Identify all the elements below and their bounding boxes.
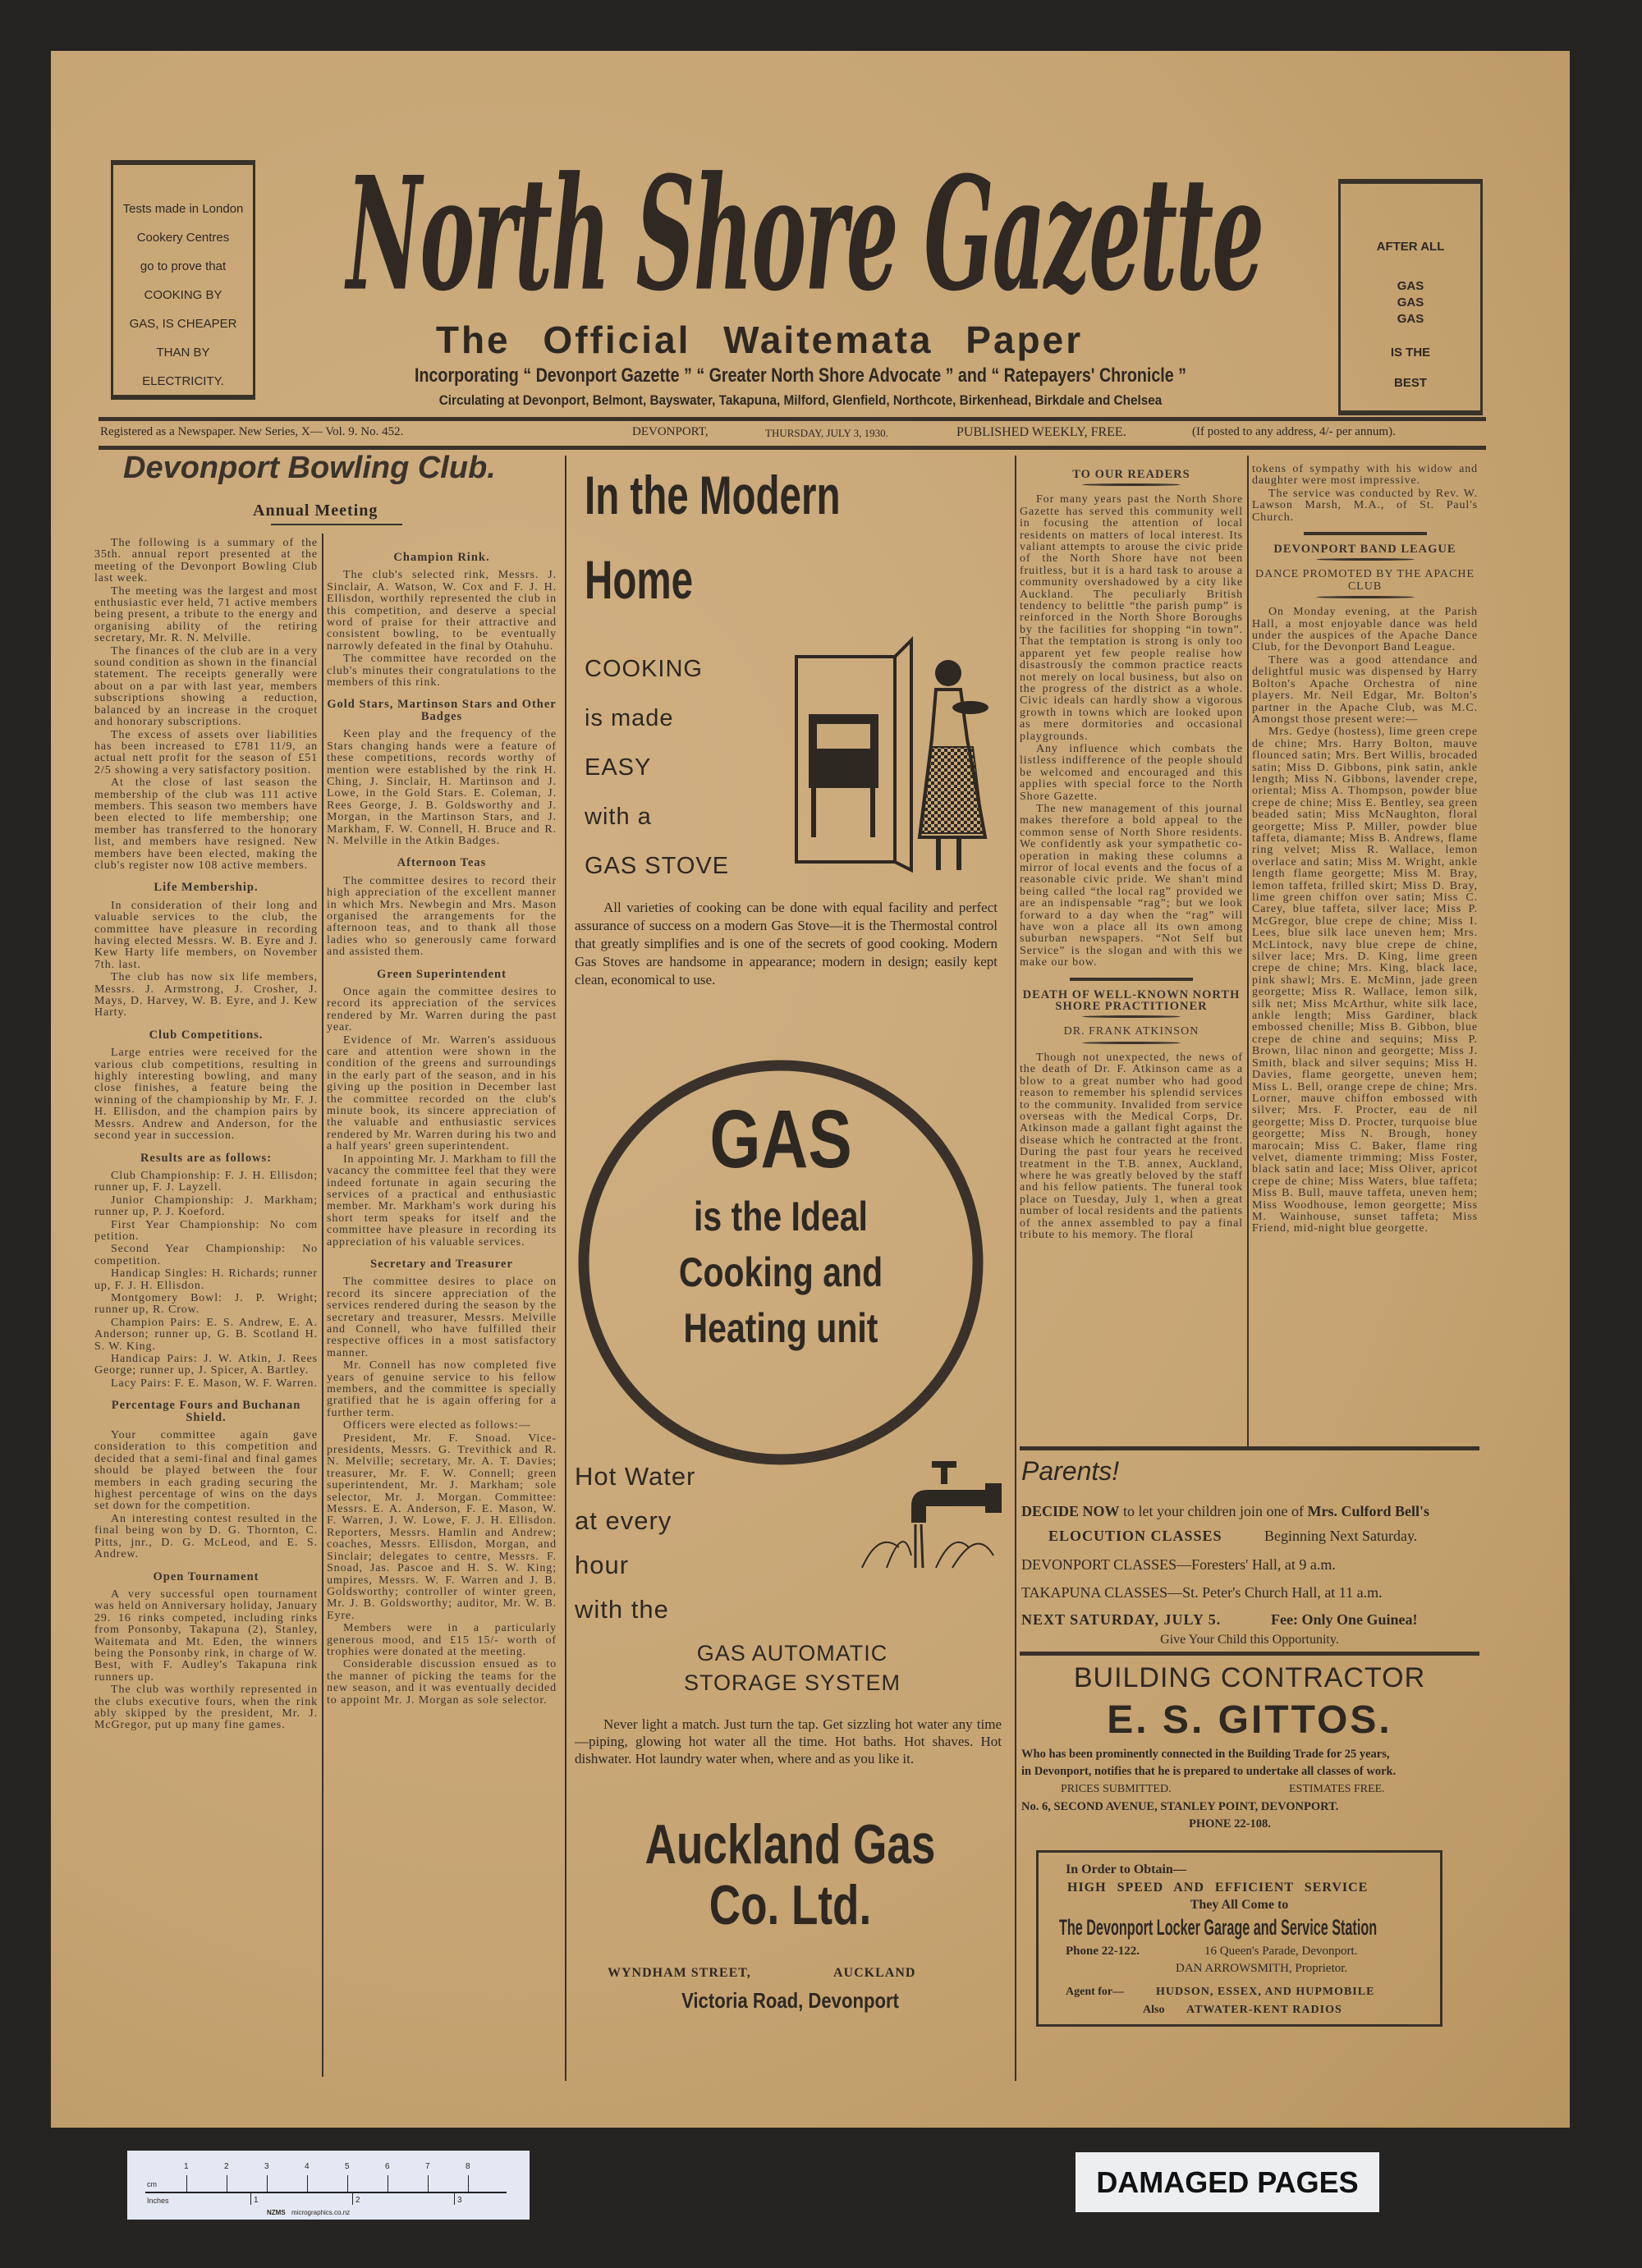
paragraph: Any influence which combats the listless indifference of the people should be welcomed and encouraged and this applies with special force to the North Shore Gazette.	[1020, 742, 1243, 803]
paragraph: Handicap Pairs: J. W. Atkin, J. Rees George; runner up, J. Spicer, A. Bartley.	[94, 1353, 318, 1377]
paragraph: The committee desires to place on record its sincere appreciation of the services rendered during the season by the secretary and treasurer, Messrs. Melville and Connell, who have fulfilled their respective offices in a most satisfactory manner.	[327, 1276, 557, 1359]
fee-info: Fee: Only One Guinea!	[1271, 1611, 1418, 1628]
water-tap-icon	[854, 1457, 1010, 1572]
box-line: AFTER ALL	[1376, 240, 1445, 254]
circle-line: is the Ideal	[694, 1194, 868, 1239]
column-rule	[565, 456, 566, 2081]
paragraph: The excess of assets over liabilities has been increased to £781 11/9, an actual nett profit for the season of £51 2/5 showing a very satisfactory position.	[94, 728, 318, 777]
inch-tick-label: 3	[457, 2196, 462, 2205]
paragraph: The club has now six life members, Messrs. J. Armstrong, J. Crosher, J. Mays, D. Harvey, W. B. Eyre, and J. Kew Harty.	[94, 971, 318, 1019]
bowling-column-2	[327, 542, 557, 2085]
woman-with-gas-stove-illustration	[780, 624, 1002, 895]
news-column-1	[1020, 464, 1243, 1445]
article-title: Devonport Bowling Club.	[123, 451, 496, 485]
paragraph: For many years past the North Shore Gazette has served this community well in focusing the attention of local residents on matters of local interest. Its valiant attempts to arouse the civic pride of the North Shore have not been fruitless, but it is a hard task to arouse a community overshadowed by a city like Auckland. The peculiarly British tendency to belittle “the parish pump” is reinforced in the North Shore Boroughs by the facilities for shopping “in town”. That the temptation is strong is only too apparent yet few people realise how disastrously the common practice reacts not merely on local business, but also on the progress of the district as a whole. Civic ideals can hardly show a vigorous growth in towns which are looked upon as mere dormitories and occasional playgrounds.	[1020, 493, 1243, 743]
section-heading: Life Membership.	[154, 881, 259, 895]
ruler-site: micrographics.co.nz	[291, 2209, 351, 2216]
divider	[271, 524, 402, 525]
paragraph: A very successful open tournament was held on Anniversary holiday, January 29. 16 rinks competed, including rinks from Ponsonby, Takapuna (2), Stanley, Waitemata and Mt. Eden, the winners being the Ponsonby rink, in charge of W. Best, with F. Audley's Takapuna rink runners up.	[94, 1588, 318, 1684]
incorporating-line: Incorporating “ Devonport Gazette ” “ Greater North Shore Advocate ” and “ Ratepayers' Chronicle ”	[414, 364, 1187, 387]
circulation-line: Circulating at Devonport, Belmont, Bayswater, Takapuna, Milford, Glenfield, Northcote, Birkenhead, Birkdale and Chelsea	[438, 392, 1163, 408]
paragraph: Once again the committee desires to record its appreciation of the services rendered by Mr. Warren during the past year.	[327, 986, 557, 1034]
cm-tick-label: 8	[466, 2162, 470, 2171]
garage-name: The Devonport Locker Garage and Service Station	[1059, 1915, 1378, 1940]
company-name: Co. Ltd.	[709, 1874, 872, 1936]
ad-service: HIGH SPEED AND EFFICIENT SERVICE	[1067, 1881, 1369, 1895]
ad-text: to let your children join one of	[1119, 1503, 1308, 1519]
paragraph: President, Mr. F. Snoad. Vice-presidents, Messrs. G. Trevithick and R. N. Melville; secretary, Mr. A. T. Davies; treasurer, Mr. F. W. Connell; green superintendent, Mr. J. Markham; sole selector, Mr. J. Morgan. Committee: Messrs. E. A. Anderson, F. E. Mason, W. F. Warren, J. W. Lowe, F. J. H. Ellisdon. Reporters, Messrs. Hamlin and Andrew; coaches, Messrs. Ellisdon, Morgan, and Sinclair; delegates to centre, Messrs. F. Snoad, Jas. Pascoe and H. S. W. King; umpires, Messrs. W. F. Warren and J. B. Goldsworthy; controller of winter green, Mr. J. B. Goldsworthy; auditor, Mr. W. B. Eyre.	[327, 1432, 557, 1622]
section-heading: Champion Rink.	[393, 551, 490, 564]
contractor-name: E. S. GITTOS.	[1107, 1698, 1392, 1742]
article-subheading: DANCE PROMOTED BY THE APACHE CLUB	[1254, 568, 1475, 593]
paragraph: On Monday evening, at the Parish Hall, a most enjoyable dance was held under the auspices of the Apache Dance Club, for the Devonport Band League.	[1252, 606, 1478, 654]
ruler-brand: NZMS	[267, 2209, 286, 2216]
paragraph: At the close of last season the membership of the club was 111 active members. This season two members have been elected to life membership; one member has transferred to the honorary list, and members have resigned. New members have been elected, making the club's register now 108 active members.	[94, 777, 318, 872]
classes-label: ELOCUTION CLASSES	[1048, 1528, 1222, 1544]
paragraph: Lacy Pairs: F. E. Mason, W. F. Warren.	[111, 1377, 318, 1390]
paragraph: There was a good attendance and delightful music was dispensed by Harry Bolton's Apache Orchestra of nine players. Mr. Neil Edgar, Mr. Bolton's partner in the Apache Club, was M.C. Amongst those present were:—	[1252, 653, 1478, 726]
devonport-classes: DEVONPORT CLASSES—Foresters' Hall, at 9 a.m.	[1021, 1556, 1336, 1573]
cm-tick	[428, 2175, 429, 2192]
system-line: STORAGE SYSTEM	[683, 1670, 901, 1695]
cooking-description: All varieties of cooking can be done with equal facility and perfect assurance of success on a modern Gas Stove—it is the Thermostal control that greatly simplifies and is one of the secrets of good cooking. Modern Gas Stoves are handsome in appearance; modern in design; easily kept clean, economical to use.	[575, 900, 998, 987]
next-date: NEXT SATURDAY, JULY 5.	[1021, 1611, 1222, 1628]
ornament-divider	[1316, 596, 1415, 598]
radio-brand: ATWATER-KENT RADIOS	[1186, 2004, 1342, 2016]
paragraph: The committee have recorded on the club's minutes their congratulations to the members of this rink.	[327, 653, 557, 690]
paragraph: The meeting was the largest and most enthusiastic ever held, 71 active members being present, a tribute to the energy and organising ability of the retiring secretary, Mr. R. N. Melville.	[94, 584, 318, 645]
dateline-place: DEVONPORT,	[632, 425, 709, 438]
ad-text: They All Come to	[1190, 1898, 1289, 1912]
box-line: GAS	[1397, 312, 1424, 326]
paragraph: Montgomery Bowl: J. P. Wright; runner up, R. Crow.	[94, 1291, 318, 1317]
section-heading: Club Competitions.	[149, 1028, 264, 1042]
article-subheading: DR. FRANK ATKINSON	[1063, 1025, 1199, 1038]
cooking-line: COOKING	[585, 656, 703, 682]
box-line: GAS, IS CHEAPER	[129, 317, 237, 331]
inch-tick	[454, 2192, 455, 2205]
contractor-address: No. 6, SECOND AVENUE, STANLEY POINT, DEVONPORT.	[1021, 1800, 1339, 1813]
cm-label: cm	[147, 2180, 157, 2188]
divider	[99, 417, 1486, 421]
box-line: ELECTRICITY.	[142, 374, 224, 388]
ornament-divider	[1082, 483, 1181, 486]
hot-water-description: Never light a match. Just turn the tap. Get sizzling hot water any time—piping, glowing hot water all the time. Hot baths. Hot shaves. Hot dishwater. Hot laundry water when, where and as you like it.	[575, 1716, 1002, 1766]
paragraph: The club was worthily represented in the clubs executive fours, when the rink ably skipped by the president, Mr. J. McGregor, put up many fine games.	[94, 1684, 318, 1732]
section-heading: Percentage Fours and Buchanan Shield.	[111, 1399, 301, 1424]
paragraph: Evidence of Mr. Warren's assiduous care and attention were shown in the condition of the greens and surroundings in the early part of the season, and in his giving up the position in December last the committee recorded on the club's minute book, its sincere appreciation of the valuable and enthusiastic services rendered by Mr. Warren during his two and a half years' green superintendent.	[327, 1033, 557, 1153]
article-heading: TO OUR READERS	[1072, 468, 1190, 481]
cm-tick-label: 4	[305, 2162, 310, 2171]
inch-tick	[250, 2192, 251, 2205]
damaged-pages-label: DAMAGED PAGES	[1076, 2152, 1379, 2212]
ad-text: in Devonport, notifies that he is prepared to undertake all classes of work.	[1021, 1765, 1397, 1778]
scale-ruler	[127, 2151, 530, 2220]
cm-tick-label: 3	[264, 2162, 269, 2171]
paragraph: Though not unexpected, the news of the death of Dr. F. Atkinson came as a blow to a great number who had good reason to remember his splendid services to the community. Invalided from service overseas with the Medical Corps, Dr. Atkinson made a gallant fight against the disease which he contracted at the front. During the past four years he received treatment in the T.B. annex, Auckland, where he was greatly beloved by the staff and his fellow patients. The funeral took place on Tuesday, July 1, when a great number of local residents and the patients of the annex assembled to pay a final tribute to his memory. The floral	[1020, 1051, 1243, 1241]
paragraph: The committee desires to record their high appreciation of the excellent manner in which Mrs. Newbegin and Mrs. Mason organised the arrangements for the afternoon teas, and to thank all those ladies who so generously came forward and assisted them.	[327, 874, 557, 959]
cm-tick	[267, 2175, 268, 2192]
divider	[1020, 1652, 1479, 1656]
paragraph: Members were in a particularly generous mood, and £15 15/- worth of trophies were donated at the meeting.	[327, 1622, 557, 1658]
section-heading: Green Superintendent	[377, 967, 507, 981]
section-heading: Secretary and Treasurer	[370, 1257, 513, 1271]
cm-tick	[307, 2175, 308, 2192]
paragraph: Club Championship: F. J. H. Ellisdon; runner up, F. J. Layzell.	[94, 1169, 318, 1194]
gas-best-box	[1338, 179, 1483, 415]
ad-heading: BUILDING CONTRACTOR	[1073, 1662, 1426, 1693]
publication-info: PUBLISHED WEEKLY, FREE.	[956, 425, 1126, 439]
cooking-line: with a	[585, 804, 652, 830]
paragraph: First Year Championship: No com petition.	[94, 1218, 318, 1243]
paragraph: Mrs. Gedye (hostess), lime green crepe de chine; Mrs. Harry Bolton, mauve flounced satin; Mrs. Bert Willis, brocaded satin; Miss D. Gibbons, pink satin, ankle length; Miss N. Gibbons, lavender crepe, oriental; Miss A. Thompson, powder blue crepe de chine; Miss E. Bentley, sea green beaded satin; Miss McNaughton, floral georgette; Miss P. Miller, powder blue taffeta, diamante; Miss B. Andrews, flame ring velvet; Miss R. Wallace, lemon overlace and satin; Miss M. Wright, ankle length flame georgette; Miss M. Bray, lemon taffeta, frilled skirt; Miss D. Bray, lime green chiffon over satin; Miss C. Carey, blue taffeta, silver lace; Miss P. McGregor, blue crepe de chine; Miss I. Lees, blue silk lace uneven hem; Mrs. McLintock, navy blue crepe de chine, silver lace; Mrs. D. King, lime green crepe de chine; Mrs. King, black lace, pink shawl; Mrs. E. McMinn, jade green georgette; Miss R. Wallace, lemon silk, silk net; Miss McArthur, white silk lace, ankle length; Miss Gardiner, black embossed chenille; Miss B. Gibbon, blue crepe de chine and sequins; Miss P. Brown, lilac ninon and georgette; Miss J. Smith, black and silver sequins; Miss H. Davies, flame georgette, uneven hem; Miss L. Bell, orange crepe de chine; Mrs. Lorner, mauve chiffon embossed with silver; Mrs. F. Procter, eau de nil georgette; Miss D. Procter, turquoise blue georgette; Miss N. Brough, honey marocain; Miss C. Baker, flame ring velvet, diamente trimming; Miss Foster, black satin and lace; Miss Oliver, apricot crepe de chine; Miss Waters, blue taffeta; Miss B. Bull, mauve taffeta, uneven hem; Miss Woodhouse, lemon georgette; Miss M. Wainhouse, sunset taffeta; Miss Friend, mid-night blue georgette.	[1252, 726, 1478, 1235]
article-heading: DEVONPORT BAND LEAGUE	[1273, 543, 1456, 557]
inch-tick-label: 1	[254, 2196, 259, 2205]
column-rule	[322, 534, 323, 2077]
paragraph: Your committee again gave consideration to this competition and decided that a semi-final and final games should be played between the four members in each grading securing the highest percentage of wins on the days set down for the competition.	[94, 1429, 318, 1513]
cm-tick	[468, 2175, 469, 2192]
paragraph: In appointing Mr. J. Markham to fill the vacancy the committee feel that they were indeed fortunate in again securing the services of a practical and enthusiastic member. Mr. Markham's work during his short term speaks for itself and the committee have pleasure in recording its appreciation of his valuable services.	[327, 1152, 557, 1249]
cm-tick	[186, 2175, 187, 2192]
divider	[1020, 1446, 1479, 1450]
bowling-column-1	[94, 538, 318, 2097]
box-line: GAS	[1397, 279, 1424, 293]
news-column-2	[1252, 464, 1478, 1445]
ad-title: Parents!	[1021, 1456, 1120, 1486]
box-line: BEST	[1393, 376, 1427, 390]
paragraph: The service was conducted by Rev. W. Lawson Marsh, M.A., of St. Paul's Church.	[1252, 487, 1478, 524]
section-heading: Afternoon Teas	[397, 856, 487, 870]
hot-water-line: Hot Water	[575, 1462, 696, 1491]
tagline: The Official Waitemata Paper	[435, 318, 1084, 361]
branch-address: Victoria Road, Devonport	[681, 1988, 899, 2013]
paragraph: The finances of the club are in a very sound condition as shown in the financial statement. The receipts generally were about on a par with last year, members subscriptions showing a reduction, balanced by an increase in the croquet and honorary subscriptions.	[94, 644, 318, 729]
city: AUCKLAND	[833, 1966, 916, 1980]
garage-phone: Phone 22-122.	[1066, 1945, 1140, 1958]
ad-closing: Give Your Child this Opportunity.	[1160, 1633, 1339, 1647]
paragraph: An interesting contest resulted in the final being won by D. G. Thornton, C. Pitts, jnr., D. G. McLeod, and E. S. Andrew.	[94, 1512, 318, 1561]
cm-tick-label: 5	[345, 2162, 350, 2171]
hot-water-line: with the	[575, 1595, 669, 1624]
section-heading: Open Tournament	[153, 1569, 259, 1583]
box-line: Tests made in London	[122, 202, 244, 216]
paragraph: Second Year Championship: No competition.	[94, 1243, 318, 1267]
circle-line: Heating unit	[683, 1305, 878, 1351]
inch-label: Inches	[147, 2197, 169, 2205]
hot-water-line: at every	[575, 1506, 672, 1535]
cm-tick-label: 1	[184, 2162, 189, 2171]
box-line: Cookery Centres	[136, 231, 230, 245]
paragraph: Keen play and the frequency of the Stars changing hands were a feature of these competitions, records worthy of mention were established by the rink H. Ching, J. Sinclair, H. Martinson and J. Lowe, in the Gold Stars. E. Coleman, J. Rees George, J. B. Goldsworthy and J. Morgan, in the Martinson Stars, and J. Markham, F. W. Connell, H. Bruce and R. N. Melville in the Atkin Badges.	[327, 728, 557, 847]
inch-tick	[352, 2192, 353, 2205]
cm-tick-label: 2	[224, 2162, 229, 2171]
paragraph: The following is a summary of the 35th. annual report presented at the meeting of the Devonport Bowling Club last week.	[94, 538, 318, 585]
estimates-note: ESTIMATES FREE.	[1289, 1783, 1385, 1795]
gas-heading: GAS	[709, 1093, 852, 1185]
ad-text: Who has been prominently connected in the Building Trade for 25 years,	[1021, 1748, 1390, 1761]
ornament-divider	[1316, 558, 1415, 561]
street-address: WYNDHAM STREET,	[608, 1966, 751, 1980]
ornament-divider	[1082, 1015, 1181, 1018]
cooking-line: GAS STOVE	[585, 853, 730, 879]
ad-emphasis: DECIDE NOW	[1021, 1503, 1120, 1519]
ornament-divider	[1082, 1042, 1181, 1044]
agent-label: Agent for—	[1066, 1986, 1125, 1998]
postage-info: (If posted to any address, 4/- per annum).	[1192, 425, 1396, 438]
circle-line: Cooking and	[678, 1249, 883, 1295]
proprietor: DAN ARROWSMITH, Proprietor.	[1176, 1962, 1348, 1975]
garage-address: 16 Queen's Parade, Devonport.	[1204, 1945, 1358, 1958]
paragraph: Officers were elected as follows:—	[343, 1419, 531, 1432]
article-subtitle: Annual Meeting	[253, 502, 378, 520]
system-line: GAS AUTOMATIC	[696, 1641, 888, 1665]
divider	[1070, 978, 1193, 981]
paragraph: In consideration of their long and valuable services to the club, the committee have pleasure in recording having elected Messrs. W. B. Eyre and J. Kew Harty life members, on November 7th. last.	[94, 899, 318, 971]
teacher-name: Mrs. Culford Bell's	[1307, 1503, 1429, 1519]
agent-brands: HUDSON, ESSEX, AND HUPMOBILE	[1156, 1986, 1375, 1998]
cm-tick-label: 6	[385, 2162, 390, 2171]
registration-info: Registered as a Newspaper. New Series, X— Vol. 9. No. 452.	[100, 425, 404, 438]
prices-note: PRICES SUBMITTED.	[1061, 1783, 1172, 1795]
paragraph: Large entries were received for the various club competitions, resulting in highly interesting bowling, and many close finishes, a feature being the winning of the championship by Mr. F. J. H. Ellisdon, and the champion pairs by Messrs. Andrew and Anderson, for the second year in succession.	[94, 1047, 318, 1143]
paragraph: Mr. Connell has now completed five years of genuine service to his fellow members, and the committee is specially gratified that he is again offering for a further term.	[327, 1359, 557, 1419]
box-line: GAS	[1397, 296, 1424, 309]
paragraph: The club's selected rink, Messrs. J. Sinclair, A. Watson, W. Cox and F. J. H. Ellisdon, worthily represented the club in this competition, and deserve a special word of praise for their attractive and consistent bowling, to be eventually narrowly defeated in the final by Otahuhu.	[327, 569, 557, 653]
paragraph: The new management of this journal makes therefore a bold appeal to the common sense of North Shore residents. We confidently ask your sympathetic co-operation in making these columns a mirror of local events and the focus of a reasonable civic pride. We shan't mind being called “the local rag” provided we are an indispensable “rag”; but we look forward to a day when the “rag” will have won a place all its own among suburban newspapers. “Not Self but Service” is the slogan and with this we make our bow.	[1020, 802, 1243, 969]
paragraph: Junior Championship: J. Markham; runner up, P. J. Koeford.	[94, 1194, 318, 1219]
ad-headline: In the Modern	[585, 465, 841, 525]
article-heading: DEATH OF WELL-KNOWN NORTH SHORE PRACTITIONER	[1022, 987, 1241, 1014]
contractor-phone: PHONE 22-108.	[1189, 1817, 1271, 1830]
company-name: Auckland Gas	[644, 1813, 936, 1876]
inch-tick-label: 2	[355, 2196, 360, 2205]
paragraph: Champion Pairs: E. S. Andrew, E. A. Anderson; runner up, G. B. Scotland H. S. W. King.	[94, 1316, 318, 1353]
ad-intro: In Order to Obtain—	[1066, 1863, 1186, 1876]
takapuna-classes: TAKAPUNA CLASSES—St. Peter's Church Hall, at 11 a.m.	[1021, 1584, 1383, 1601]
gas-cheaper-box	[111, 160, 255, 400]
newspaper-title: North Shore Gazette	[346, 141, 1263, 327]
section-heading: Gold Stars, Martinson Stars and Other Badges	[327, 698, 557, 723]
dateline-date: THURSDAY, JULY 3, 1930.	[765, 427, 888, 439]
section-heading: Results are as follows:	[140, 1151, 273, 1165]
start-info: Beginning Next Saturday.	[1264, 1528, 1418, 1544]
column-rule	[1247, 456, 1249, 1447]
cm-tick	[347, 2175, 348, 2192]
paragraph: Handicap Singles: H. Richards; runner up, F. J. H. Ellisdon.	[94, 1267, 318, 1292]
box-line: IS THE	[1390, 346, 1431, 360]
column-rule	[1015, 456, 1016, 2081]
box-line: COOKING BY	[144, 288, 222, 302]
ad-headline: Home	[585, 549, 694, 610]
cooking-line: is made	[585, 705, 674, 731]
cm-tick-label: 7	[425, 2162, 430, 2171]
box-line: go to prove that	[140, 259, 227, 273]
cooking-line: EASY	[585, 754, 652, 781]
divider	[1304, 532, 1427, 535]
box-line: THAN BY	[156, 346, 210, 360]
paragraph: tokens of sympathy with his widow and daughter were most impressive.	[1252, 464, 1478, 488]
paragraph: Considerable discussion ensued as to the manner of picking the teams for the new season, and it was eventually decided to appoint Mr. J. Morgan as sole selector.	[327, 1658, 557, 1707]
also-label: Also	[1143, 2004, 1165, 2016]
hot-water-line: hour	[575, 1551, 630, 1579]
